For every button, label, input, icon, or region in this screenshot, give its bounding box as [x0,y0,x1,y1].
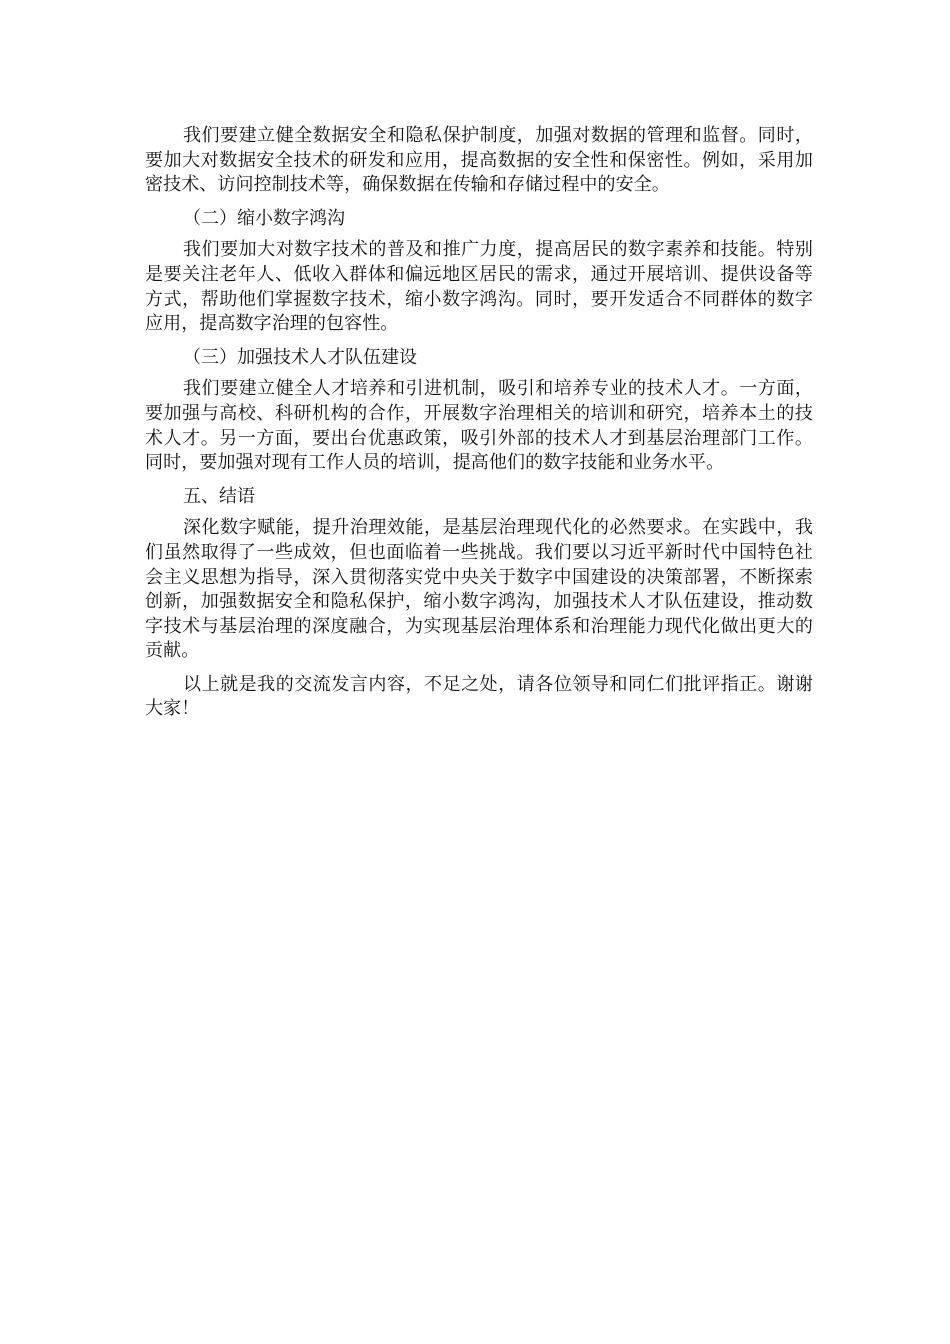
heading-narrow-digital-divide: （二）缩小数字鸿沟 [183,207,345,229]
paragraph-conclusion: 深化数字赋能，提升治理效能，是基层治理现代化的必然要求。在实践中，我们虽然取得了一些成效，但也面临着一些挑战。我们要以习近平新时代中国特色社会主义思想为指导，深入贯彻落实党中央关于数字中国建设的决策部署，不断探索创新，加强数据安全和隐私保护，缩小数字鸿沟，加强技术人才队伍建设，推动数字技术与基层治理的深度融合，为实现基层治理体系和治理能力现代化做出更大的贡献。 [145,517,813,662]
heading-talent-team: （三）加强技术人才队伍建设 [183,346,417,368]
paragraph-talent-team: 我们要建立健全人才培养和引进机制，吸引和培养专业的技术人才。一方面，要加强与高校、科研机构的合作，开展数字治理相关的培训和研究，培养本土的技术人才。另一方面，要出台优惠政策，吸引外部的技术人才到基层治理部门工作。同时，要加强对现有工作人员的培训，提高他们的数字技能和业务水平。 [145,378,813,474]
document-page [145,124,813,722]
paragraph-data-security: 我们要建立健全数据安全和隐私保护制度，加强对数据的管理和监督。同时，要加大对数据安全技术的研发和应用，提高数据的安全性和保密性。例如，采用加密技术、访问控制技术等，确保数据在传输和存储过程中的安全。 [145,125,813,196]
heading-conclusion: 五、结语 [183,485,255,507]
paragraph-closing: 以上就是我的交流发言内容，不足之处，请各位领导和同仁们批评指正。谢谢大家！ [145,673,813,720]
paragraph-digital-divide: 我们要加大对数字技术的普及和推广力度，提高居民的数字素养和技能。特别是要关注老年人、低收入群体和偏远地区居民的需求，通过开展培训、提供设备等方式，帮助他们掌握数字技术，缩小数字鸿沟。同时，要开发适合不同群体的数字应用，提高数字治理的包容性。 [145,239,813,335]
